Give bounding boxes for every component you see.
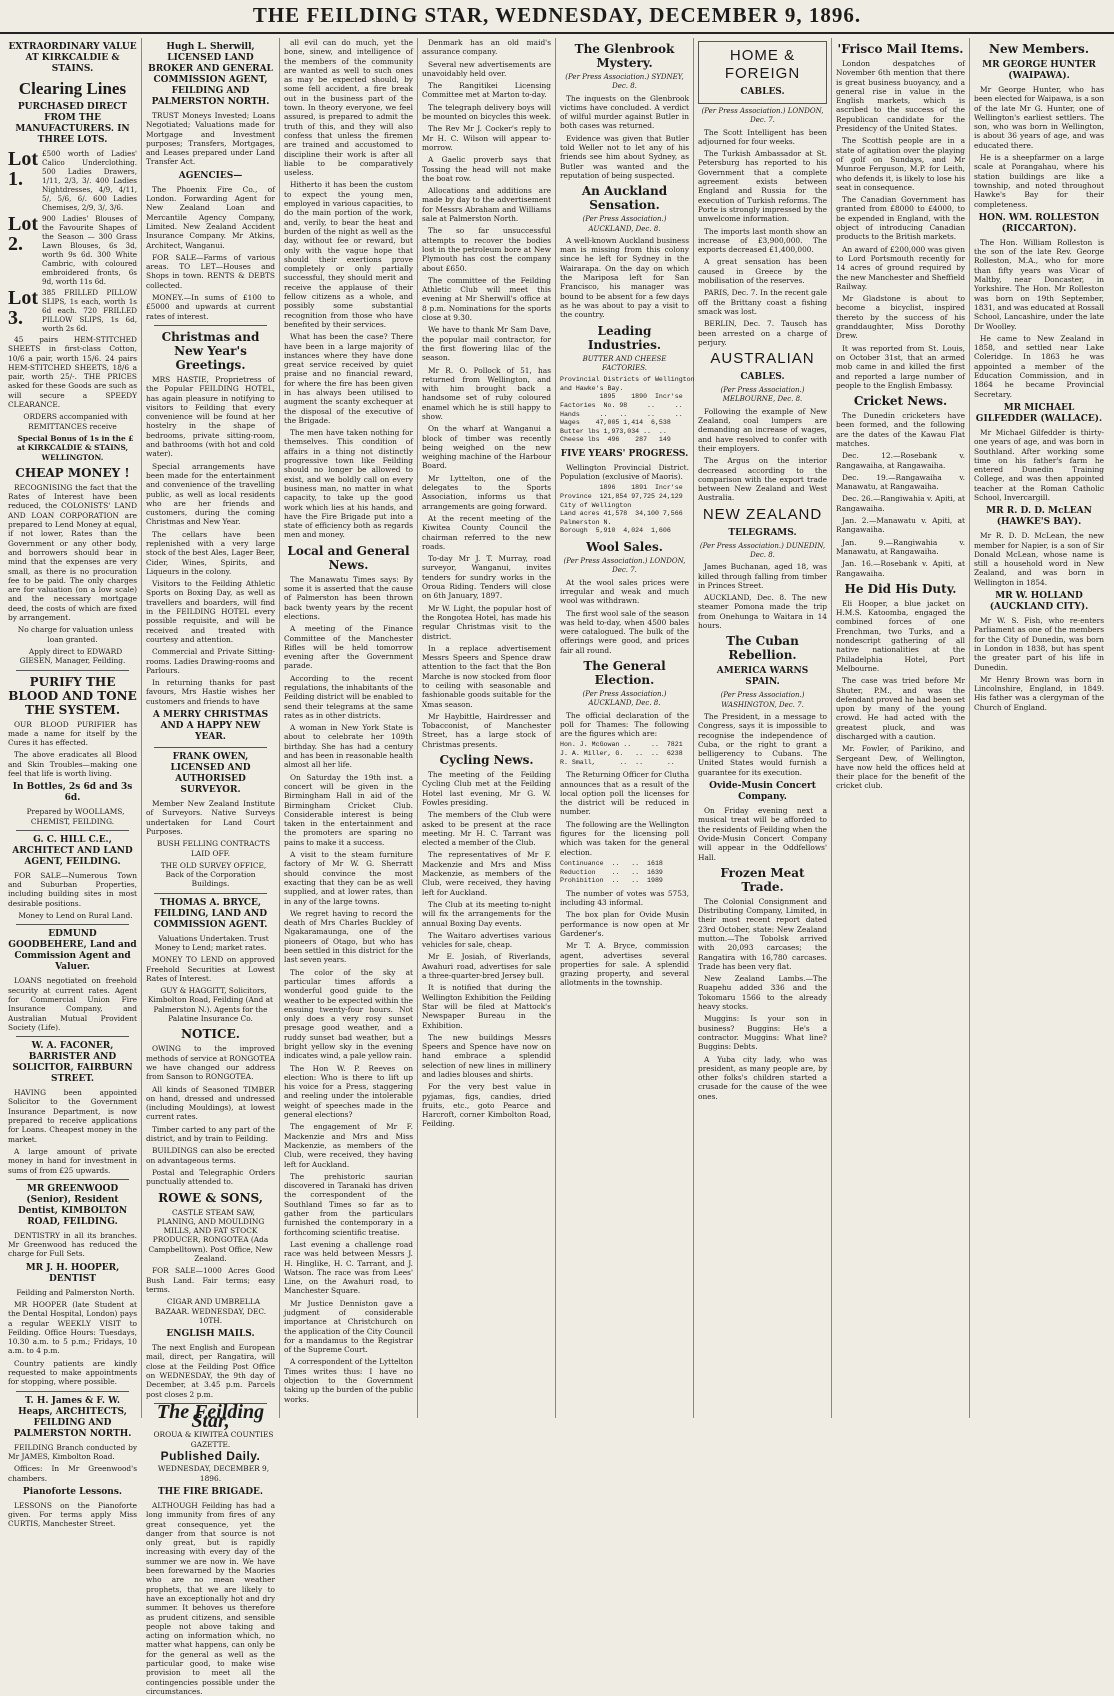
- frisco-mail-heading: 'Frisco Mail Items.: [837, 42, 964, 56]
- article-paragraph: LOANS negotiated on freehold security at current rates. Agent for Commercial Union Fire Insurance Company, and Australian Mutual Provident Society (Life).: [8, 976, 137, 1032]
- fixture-line: Jan. 9.—Rangiwahia v. Manawatu, at Rangawaiha.: [836, 537, 965, 556]
- article-paragraph: A well-known Auckland business man is missing from this colony since he left for Sydney in the Wairarapa. On the day on which the Mariposa left for San Francisco, his manager was bound to be absent for a few days as he was about to pay a visit to the country.: [560, 235, 689, 320]
- article-paragraph: THE OLD SURVEY OFFICE, Back of the Corporation Buildings.: [160, 860, 267, 889]
- article-paragraph: To-day Mr J. T. Murray, road surveyor, Wanganui, invites tenders for sundry works in the Oroua Riding. Tenders will close on 6th January, 1897.: [422, 554, 551, 601]
- fire-brigade-heading: THE FIRE BRIGADE.: [157, 1486, 264, 1497]
- article-paragraph: Following the example of New Zealand, coal lumpers are demanding an increase of wages, and have resolved to confer with their employers.: [698, 406, 827, 453]
- fixture-line: Jan. 2.—Manawatu v. Apiti, at Rangawaiha.: [836, 516, 965, 535]
- article-paragraph: On the wharf at Wanganui a block of timber was recently being weighed on the new weighing machine of the Harbour Board.: [422, 424, 551, 471]
- lot-text: £500 worth of Ladies' Calico Underclothing. 500 Ladies Drawers, 1/11, 2/3, 3/. 400 Ladies Nightdresses, 4/9, 4/11, 5/, 5/6, 6/. 600 Ladies Chemises, 2/9, 3/, 3/6.: [42, 149, 137, 212]
- article-paragraph: The Dunedin cricketers have been formed, and the following are the dates of the Kawau Flat matches.: [836, 411, 965, 448]
- article-paragraph: The Manawatu Times says: By some it is asserted that the cause of Palmerston has been thrown back twenty years by the recent elections.: [284, 574, 413, 621]
- local-news-heading: Local and General News.: [287, 543, 410, 572]
- article-paragraph: Denmark has an old maid's assurance company.: [422, 38, 551, 57]
- article-paragraph: Timber carted to any part of the district, and by train to Feilding.: [146, 1124, 275, 1144]
- cuban-rebellion-heading: The Cuban Rebellion.: [726, 634, 799, 663]
- article-paragraph: The official declaration of the poll for Thames: The following are the figures which are:: [560, 710, 689, 739]
- article-paragraph: It was reported from St. Louis, on October 31st, that an armed mob came in and killed the first and reported a large number of people to the English Embassy.: [836, 343, 965, 390]
- article-paragraph: A woman in New York State is about to celebrate her 109th birthday. She has had a century and has been in reasonable health almost all her life.: [284, 723, 413, 770]
- article-paragraph: All kinds of Seasoned TIMBER on hand, dressed and undressed (including Mouldings), at lowest current rates.: [146, 1084, 275, 1122]
- article-paragraph: A large amount of private money in hand for investment in sums of from £25 upwards.: [8, 1146, 137, 1175]
- advert-heading: T. H. James & F. W. Heaps, ARCHITECTS, FEILDING AND PALMERSTON NORTH.: [13, 1395, 132, 1439]
- five-years-progress-heading: FIVE YEARS' PROGRESS.: [560, 448, 689, 459]
- column-6: [694, 38, 832, 1418]
- home-foreign-box: [698, 41, 827, 104]
- article-paragraph: He is a sheepfarmer on a large scale at Porangahau, where his station buildings are like a township, and noted throughout Hawke's Bay for their completeness.: [974, 153, 1104, 209]
- article-paragraph: The color of the sky at particular times affords a wonderful good guide to the weather to be expected within the ensuing twenty-four hours. Not only does a very rosy sunset presage good weather, and a ruddy sunset bad weather, but a bright yellow sky in the evening indicates wind, a pale yellow rain.: [284, 967, 413, 1061]
- article-paragraph: Mr Justice Denniston gave a judgment of considerable importance at Christchurch on the application of the City Council for a mandamus to the Registrar of the Supreme Court.: [284, 1298, 413, 1355]
- lot-number: Lot 3.: [8, 287, 38, 329]
- advert-subheading: PURCHASED DIRECT FROM THE MANUFACTURERS. IN THREE LOTS.: [15, 102, 130, 145]
- article-paragraph: New Zealand Lambs.—The Ruapehu added 336 and the Tokomaru 1566 to the already heavy stocks.: [698, 974, 827, 1012]
- notice-heading: NOTICE.: [181, 1027, 240, 1042]
- column-4: [418, 38, 556, 1418]
- article-paragraph: Mr Gladstone is about to become a bicyclist, inspired thereto by the success of his granddaughter, Miss Dorothy Drew.: [836, 294, 965, 341]
- america-warns-spain-heading: AMERICA WARNS SPAIN.: [716, 666, 809, 688]
- dateline: (Per Press Association.) SYDNEY, Dec. 8.: [565, 73, 684, 91]
- article-paragraph: It is notified that during the Wellington Exhibition the Feilding Star will be filed at Mattock's Newspaper Bureau in the Exhibition.: [422, 983, 551, 1030]
- statistics-table: Provincial Districts of Wellington and Hawke's Bay. 1895 1890 Incr'se Factories No. 98 .. .. Hands .. .. .. .. Wages 47,005 1,414 6,538 Butter lbs 1,973,034 .. .. Cheese lbs 496 287 149: [560, 376, 695, 444]
- article-paragraph: Apply direct to EDWARD GIESEN, Manager, Feilding.: [19, 646, 126, 666]
- divider: [16, 1391, 129, 1392]
- article-paragraph: The men have taken nothing for themselves. This condition of affairs in a thing not distinctly progressive town like Feilding should no longer be allowed to exist, and we boldly call on every business man, no matter in what capacity, to take up the good work which lies at his hands, and have the Fire Brigade put into a state of efficiency both as regards men and money.: [284, 428, 413, 540]
- article-paragraph: MRS HASTIE, Proprietress of the Popular FEILDING HOTEL, has again pleasure in notifying to visitors to Feilding that every convenience will be found at her hostelry in the shape of bedrooms, private sitting-room, and bathrooms (with hot and cold water).: [146, 374, 275, 459]
- article-paragraph: The number of votes was 5753, including 43 informal.: [560, 888, 689, 908]
- article-paragraph: Allocations and additions are made by day to the advertisement for Messrs Abraham and Williams sale at Palmerston North.: [422, 186, 551, 224]
- advert-heading: AGENCIES—: [178, 170, 243, 181]
- article-paragraph: We have to thank Mr Sam Dave, the popular mail contractor, for the first flowering lilac of the season.: [422, 325, 551, 363]
- article-paragraph: FOR SALE—Farms of various areas. TO LET—Houses and Shops in town. RENTS & DEBTS collected.: [146, 252, 275, 290]
- article-paragraph: Special Bonus of 1s in the £ at KIRKCALDIE & STAINS, WELLINGTON.: [16, 433, 134, 462]
- article-paragraph: Hitherto it has been the custom to expect the young men, employed in various capacities, to do the main portion of the work, and, verily, to bear the heat and burden of the night as well as the day, without fee or reward, but only with the vague hope that should their exertions prove completely or only partially successful, they should merit and receive the applause of their fellow citizens as a whole, and possibly some substantial recognition from those who have benefited by their services.: [284, 180, 413, 329]
- lot-number: Lot 2.: [8, 213, 38, 255]
- article-paragraph: all evil can do much, yet the bone, sinew, and intelligence of the members of the community are wanted as well to such ones as may be expected should, by some fell accident, a fire break out in the business part of the town. In theory everyone, we feel assured, is prepared to admit the truth of this, and they will also confess that unless the firemen are trained and accustomed to discipline their work is after all liable to be comparatively useless.: [284, 38, 413, 178]
- article-paragraph: GUY & HAGGITT, Solicitors, Kimbolton Road, Feilding (And at Palmerston N.). Agents for the Palatine Insurance Co.: [147, 986, 273, 1024]
- article-paragraph: Mr Henry Brown was born in Lincolnshire, England, in 1849. His father was a clergyman of the Church of England.: [974, 674, 1104, 712]
- article-paragraph: The prehistoric saurian discovered in Taranaki has driven the correspondent of the Southland Times so far as to gather from the particulars furnished the contemporary in a forthcoming scientific treatise.: [284, 1171, 413, 1237]
- australian-cables-heading: AUSTRALIAN: [710, 350, 815, 368]
- page-columns: [4, 38, 1110, 1696]
- article-paragraph: Several new advertisements are unavoidably held over.: [422, 59, 551, 78]
- advert-kirkcaldie-heading: EXTRAORDINARY VALUE AT KIRKCALDIE & STAINS.: [8, 42, 137, 74]
- article-paragraph: Country patients are kindly requested to make appointments for stopping, where possible.: [8, 1358, 137, 1387]
- article-paragraph: In a replace advertisement Messrs Speers and Spence draw attention to the fact that the Bon Marche is now stocked from floor to ceiling with seasonable and fashionable goods suitable for the Xmas season.: [422, 643, 551, 709]
- article-paragraph: Mr Lyttelton, one of the delegates to the Sports Association, informs us that arrangements are going forward.: [422, 473, 551, 511]
- advert-heading: Hugh L. Sherwill, LICENSED LAND BROKER AND GENERAL COMMISSION AGENT, FEILDING AND PALMERSTON NORTH.: [148, 42, 273, 107]
- cheap-money-heading: CHEAP MONEY !: [15, 465, 130, 480]
- article-paragraph: London despatches of November 6th mention that there is great business buoyancy, and a general rise in value in the English markets, which is ascribed to the success of the Republican candidate for the Presidency of the United States.: [836, 59, 965, 134]
- article-paragraph: Mr T. A. Bryce, commission agent, advertises several properties for sale. A splendid grazing property, and several allotments in the township.: [560, 941, 689, 988]
- article-paragraph: A Yuba city lady, who was president, as many people are, by other folks's children started a crusade for the cause of the wee ones.: [698, 1054, 827, 1101]
- cycling-news-heading: Cycling News.: [439, 753, 534, 768]
- article-paragraph: Muggins: Is your son in business? Buggins: He's a contractor. Muggins: What line? Buggins: Debts.: [698, 1014, 827, 1052]
- article-paragraph: OUR BLOOD PURIFIER has made a name for itself by the Cures it has effected.: [8, 719, 137, 748]
- divider: [16, 1179, 129, 1180]
- article-paragraph: The Scottish people are in a state of agitation over the playing of golf on Sundays, and Mr Munroe Ferguson, M.P. for Leith, who defends it, is likely to lose his seat in consequence.: [836, 136, 965, 192]
- article-paragraph: On Friday evening next a musical treat will be afforded to the residents of Feilding when the Ovide-Musin Concert Company will appear in the Oddfellows' Hall.: [698, 806, 827, 862]
- article-paragraph: Mr R. D. D. McLean, the new member for Napier, is a son of Sir Donald McLean, whose name is still a household word in New Zealand, and was born in Wellington in 1854.: [974, 531, 1104, 587]
- advert-heading: MR J. H. HOOPER, DENTIST: [25, 1262, 120, 1284]
- advert-heading: G. C. HILL C.E., ARCHITECT AND LAND AGENT, FEILDING.: [12, 834, 133, 867]
- article-paragraph: Evidence was given that Butler told Weller not to let any of his friends see him about Sydney, as Butler was wanted and the reputation of being suspected.: [560, 133, 689, 180]
- article-paragraph: According to the recent regulations, the inhabitants of the Feilding district will be enabled to send their telegrams at the same rates as in other districts.: [284, 673, 413, 720]
- article-paragraph: The next English and European mail, direct, per Rangatira, will close at the Feilding Post Office on WEDNESDAY, the 9th day of December, at 3.45 p.m. Parcels post closes 2 p.m.: [146, 1343, 275, 1399]
- dateline: (Per Press Association.) LONDON, Dec. 7.: [563, 557, 686, 575]
- column-7: [832, 38, 970, 1418]
- article-paragraph: Mr W. Light, the popular host of the Rongotea Hotel, has made his regular Christmas visit to the district.: [422, 603, 551, 641]
- article-paragraph: TRUST Moneys Invested; Loans Negotiated; Valuations made for Mortgage and Investment purposes; Transfers, Mortgages, and Leases prepared under Land Transfer Act.: [146, 111, 275, 167]
- english-mails-heading: ENGLISH MAILS.: [166, 1329, 255, 1340]
- article-paragraph: At the recent meeting of the Kiwitea County Council the chairman referred to the new roads.: [422, 513, 551, 551]
- article-paragraph: The Scott Intelligent has been adjourned for four weeks.: [698, 127, 827, 146]
- article-paragraph: The Rev Mr J. Cocker's reply to Mr H. C. Wilson will appear to-morrow.: [422, 124, 551, 152]
- article-paragraph: Mr W. S. Fish, who re-enters Parliament as one of the members for the City of Dunedin, was born in London in 1838, but has spent the greater part of his life in Dunedin.: [974, 616, 1104, 672]
- article-paragraph: For the very best value in pyjamas, figs, candies, dried fruits, etc., goto Pearce and Harcroft, corner Kimbolton Road, Feilding.: [422, 1082, 551, 1129]
- home-foreign-heading: HOME & FOREIGN: [724, 47, 801, 82]
- column-3: [280, 38, 418, 1418]
- article-paragraph: The Canadian Government has granted from £8000 to £4000, to be expended in England, with the object of introducing Canadian products to the British markets.: [836, 195, 965, 242]
- dateline: (Per Press Association.) AUCKLAND, Dec. 8.: [582, 690, 667, 708]
- member-subheading: HON. WM. ROLLESTON (RICCARTON).: [978, 212, 1100, 234]
- advert-heading: A MERRY CHRISTMAS AND A HAPPY NEW YEAR.: [152, 710, 269, 743]
- article-paragraph: Mr R. O. Pollock of 51, has returned from Wellington, and with him brought back a handsome set of ruby coloured enamel which he is still happy to show.: [422, 365, 551, 421]
- article-paragraph: ORDERS accompanied with REMITTANCES receive: [23, 412, 128, 431]
- dateline: (Per Press Association.) MELBOURNE, Dec. 8.: [720, 386, 805, 404]
- divider: [16, 924, 129, 925]
- advert-heading: THOMAS A. BRYCE, FEILDING, LAND AND COMMISSION AGENT.: [153, 897, 268, 930]
- advert-heading: Pianoforte Lessons.: [22, 1486, 123, 1497]
- auckland-sensation-heading: An Auckland Sensation.: [581, 184, 668, 213]
- article-paragraph: The case was tried before Mr Shuter, P.M., and was the defendant proved he had been set upon by many of the young crowd. He had acted with the greatest pluck, and was discharged with a caution.: [836, 676, 965, 741]
- lot-item: [8, 214, 137, 286]
- article-paragraph: The Returning Officer for Clutha announces that as a result of the local option poll the licenses for the district will be reduced in number.: [560, 770, 689, 817]
- fixture-line: Dec. 26.—Rangiwahia v. Apiti, at Rangawaiha.: [836, 494, 965, 513]
- advert-heading: ROWE & SONS,: [158, 1190, 263, 1205]
- leading-industries-heading: Leading Industries.: [587, 323, 662, 352]
- article-paragraph: Mr E. Josiah, of Riverlands, Awahuri road, advertises for sale a three-quarter-bred Jersey bull.: [422, 952, 551, 981]
- article-paragraph: Member New Zealand Institute of Surveyors. Native Surveys undertaken for Land Court Purposes.: [146, 799, 275, 836]
- article-paragraph: The members of the Club were asked to be present at the race meeting. Mr H. C. Tarrant was elected a member of the Club.: [422, 810, 551, 848]
- fixture-line: Jan. 16.—Rosebank v. Apiti, at Rangawaiha.: [836, 559, 965, 578]
- new-zealand-telegrams-heading: NEW ZEALAND: [702, 505, 823, 523]
- wool-sales-heading: Wool Sales.: [586, 540, 663, 555]
- ovide-musin-heading: Ovide-Musin Concert Company.: [709, 781, 816, 803]
- lot-item: [8, 149, 137, 212]
- dateline: (Per Press Association.) WASHINGTON, Dec. 7.: [720, 691, 805, 709]
- member-subheading: MR GEORGE HUNTER (WAIPAWA).: [982, 60, 1096, 81]
- article-paragraph: The representatives of Mr F. Mackenzie and Mrs and Miss Mackenzie, as members of the Club, were received, they having left for Auckland.: [422, 850, 551, 897]
- article-paragraph: No charge for valuation unless loan granted.: [17, 625, 134, 644]
- article-paragraph: The so far unsuccessful attempts to recover the bodies lost in the petroleum bore at New Plymouth has cost the company about £650.: [422, 226, 551, 273]
- article-paragraph: MR HOOPER (late Student at the Dental Hospital, London) pays a regular WEEKLY VISIT to Feilding. Office Hours: Tuesdays, 10.30 a.m. to 5 p.m.; Fridays, 10 a.m. to 4 p.m.: [8, 1300, 137, 1356]
- lot-number: Lot 1.: [8, 148, 38, 190]
- clearing-lines-heading: Clearing Lines: [18, 79, 127, 98]
- article-paragraph: BERLIN, Dec. 7. Tausch has been arrested on a charge of perjury.: [698, 319, 827, 347]
- column-8: [970, 38, 1108, 1418]
- article-paragraph: The box plan for Ovide Musin performance is now open at Mr Gardener's.: [560, 910, 689, 938]
- dateline: (Per Press Association.) LONDON, Dec. 7.: [701, 107, 824, 125]
- cables-subheading: CABLES.: [740, 87, 785, 97]
- lot-text: 385 FRILLED PILLOW SLIPS, 1s each, worth 1s 6d each. 720 FRILLED PILLOW SLIPS, 1s 6d, worth 2s 6d.: [42, 288, 137, 333]
- column-5: [556, 38, 694, 1418]
- article-paragraph: The committee of the Feilding Athletic Club will meet this evening at Mr Sherwill's office at 8 p.m. Nominations for the sports close at 9.30.: [422, 275, 551, 323]
- article-paragraph: The first wool sale of the season was held to-day, when 4500 bales were catalogued. The bulk of the offerings were good, and prices fair all round.: [560, 608, 689, 655]
- feilding-star-title: The Feilding Star,: [156, 1400, 265, 1433]
- statistics-table: 1896 1891 Incr'se Province 121,854 97,725 24,129 City of Wellington Land acres 41,578 34,100 7,566 Palmerston N. Borough 5,910 4,024 1,606: [560, 484, 683, 535]
- article-paragraph: The engagement of Mr F. Mackenzie and Mrs and Miss Mackenzie, as members of the Club, were received, they having left for Auckland.: [284, 1122, 413, 1169]
- article-paragraph: OROUA & KIWITEA COUNTIES GAZETTE.: [153, 1430, 274, 1449]
- article-paragraph: Valuations Undertaken. Trust Money to Lend; market rates.: [154, 933, 269, 952]
- telegrams-subheading: TELEGRAMS.: [728, 527, 797, 538]
- article-paragraph: Special arrangements have been made for the entertainment and convenience of the travelling public, as well as local residents who are her friends and customers, during the coming Christmas and New Year.: [146, 461, 275, 527]
- article-paragraph: The President, in a message to Congress, says it is impossible to recognise the independence of Cuba, or the right to grant a belligerency to Cubans. The United States would furnish a guarantee for its execution.: [698, 711, 827, 777]
- article-paragraph: Last evening a challenge road race was held between Messrs J. H. Hinglike, H. C. Tarrant, and J. Watson. The race was from Lees' Line, on the Awahuri road, to Manchester Square.: [284, 1239, 413, 1296]
- frozen-meat-heading: Frozen Meat Trade.: [720, 865, 805, 894]
- fixture-line: Dec. 12.—Rosebank v. Rangawaiha, at Rangawaiha.: [836, 451, 965, 470]
- article-paragraph: The meeting of the Feilding Cycling Club met at the Feilding Hotel last evening, Mr G. W. Fowles presiding.: [422, 770, 551, 807]
- he-did-his-duty-heading: He Did His Duty.: [844, 581, 957, 596]
- article-paragraph: FOR SALE—Numerous Town and Suburban Properties, including building sites in most desirable positions.: [8, 870, 137, 908]
- article-paragraph: HAVING been appointed Solicitor to the Government Insurance Department, is now prepared to receive applications for Loans. Cheapest money in the market.: [8, 1088, 137, 1144]
- subheading: BUTTER AND CHEESE FACTORIES.: [582, 354, 667, 372]
- article-paragraph: Prepared by WOOLLAMS, CHEMIST, FEILDING.: [26, 807, 125, 826]
- divider: [16, 670, 129, 671]
- article-paragraph: LESSONS on the Pianoforte given. For terms apply Miss CURTIS, Manchester Street.: [8, 1500, 137, 1529]
- lot-text: 900 Ladies' Blouses of the Favourite Shapes of the Season — 300 Grass Lawn Blouses, 6s 3d, worth 9s 6d. 300 White Cambric, with coloured embroidered fronts, 6s 9d, worth 11s 6d.: [42, 214, 137, 286]
- glenbrook-mystery-heading: The Glenbrook Mystery.: [574, 42, 675, 70]
- article-paragraph: RECOGNISING the fact that the Rates of Interest have been reduced, the COLONISTS' LAND AND LOAN CORPORATION are prepared to Lend Money at equal, if not lower, Rates than the Government or any other body, and borrowers should bear in mind that the expenses are very small, as there is no procuration fee to be paid. The only charges are for valuation (on a low scale) and the necessary mortgage deed, the costs of which are fixed by arrangement.: [8, 482, 137, 623]
- article-paragraph: What has been the case? There have been in a large majority of instances where they have done great service received by quiet praise and no financial reward, for where the fire has been given in has always been utilised to augment the scanty exchequer at the disposal of the executive of the Brigade.: [284, 332, 413, 425]
- member-subheading: MR R. D. D. McLEAN (HAWKE'S BAY).: [986, 506, 1092, 528]
- article-paragraph: At the wool sales prices were irregular and weak and much wool was withdrawn.: [560, 577, 689, 606]
- article-paragraph: The Club at its meeting to-night will fix the arrangements for the annual Boxing Day events.: [422, 899, 551, 928]
- article-paragraph: MONEY TO LEND on approved Freehold Securities at Lowest Rates of Interest.: [146, 955, 275, 983]
- divider: [16, 830, 129, 831]
- article-paragraph: A meeting of the Finance Committee of the Manchester Rifles will be held tomorrow evening after the Government parade.: [284, 624, 413, 671]
- election-results-table: Hon. J. McGowan .. .. 7821 J. A. Miller, G. .. .. 6238 R. Small, .. .. ..: [560, 741, 683, 766]
- advert-heading: W. A. FACONER, BARRISTER AND SOLICITOR, FAIRBURN STREET.: [12, 1041, 133, 1085]
- column-1: [4, 38, 142, 1529]
- divider: [154, 325, 267, 326]
- general-election-heading: The General Election.: [583, 659, 666, 687]
- article-paragraph: James Buchanan, aged 18, was killed through falling from timber in Princes Street.: [698, 562, 827, 590]
- article-paragraph: The Hon. William Rolleston is the son of the late Rev. George Rolleston, M.A., who for more than fifty years was Vicar of Maltby, near Doncaster, in Yorkshire. The Hon. Mr Rolleston was born on 19th September, 1831, and was educated at Rossall School, Lancashire, under the late Dr Woolley.: [974, 237, 1104, 331]
- article-paragraph: A Gaelic proverb says that Tossing the head will not make the boat row.: [422, 155, 551, 183]
- advert-heading: EDMUND GOODBEHERE, Land and Commission Agent and Valuer.: [8, 929, 137, 973]
- column-2: [142, 38, 280, 1696]
- new-members-heading: New Members.: [988, 42, 1089, 56]
- article-paragraph: CIGAR AND UMBRELLA BAZAAR. WEDNESDAY, DEC. 10TH.: [154, 1297, 267, 1325]
- article-paragraph: A correspondent of the Lyttelton Times writes thus: I have no objection to the Government taking up the burden of the public works.: [284, 1357, 413, 1404]
- licensing-poll-table: Continuance .. .. 1618 Reduction .. .. 1639 Prohibition .. .. 1989: [560, 859, 663, 885]
- cables-subheading: CABLES.: [740, 372, 785, 383]
- article-paragraph: Mr George Hunter, who has been elected for Waipawa, is a son of the late Mr G. Hunter, one of Wellington's earliest settlers. The son, who was born in Wellington, is about 36 years of age, and was educated there.: [974, 85, 1104, 150]
- article-paragraph: In returning thanks for past favours, Mrs Hastie wishes her customers and friends to have: [146, 678, 275, 706]
- article-paragraph: Mr. Fowler, of Parikino, and Sergeant Dew, of Wellington, have now held the offices held at their place for the benefit of the cricket club.: [836, 744, 965, 791]
- article-paragraph: We regret having to record the death of Mrs Charles Buckley of Ngakaramaunga, one of the pioneers of Otago, but who has been settled in this district for the last seven years.: [284, 908, 413, 965]
- advert-heading: In Bottles, 2s 6d and 3s 6d.: [12, 782, 133, 804]
- lot-item: [8, 288, 137, 333]
- article-paragraph: He came to New Zealand in 1858, and settled near Lake Coleridge. In 1863 he was appointed a member of the Education Commission, and in 1864 he became Provincial Secretary.: [974, 333, 1104, 399]
- article-paragraph: The Rangitikei Licensing Committee met at Marton to-day.: [422, 81, 551, 100]
- article-paragraph: The cellars have been replenished with a very large stock of the best Ales, Lager Beer, Cider, Wines, Spirits, and Liqueurs in the colony.: [146, 529, 275, 576]
- article-paragraph: The Argus on the interior decreased according to the comparison with the export trade between New Zealand and West Australia.: [698, 456, 827, 503]
- article-paragraph: The Phoenix Fire Co., of London. Forwarding Agent for New Zealand Loan and Mercantile Agency Company, Limited. New Zealand Accident Insurance Company. Mr Atkins, Architect, Wanganui.: [146, 184, 275, 250]
- article-paragraph: Eli Hooper, a blue jacket on H.M.S. Katoomba, engaged the combined forces of one Frenchman, two Turks, and a nondescript gathering of all native nationalities at the Philadelphia Hotel, Port Melbourne.: [836, 598, 965, 673]
- member-subheading: MR MICHAEL GILFEDDER (WALLACE).: [975, 402, 1103, 424]
- article-paragraph: A great sensation has been caused in Greece by the mobilisation of the reserves.: [698, 257, 827, 286]
- article-paragraph: Feilding and Palmerston North.: [16, 1287, 135, 1297]
- article-paragraph: Offices: In Mr Greenwood's chambers.: [8, 1464, 137, 1483]
- divider: [154, 893, 267, 894]
- divider: [154, 747, 267, 748]
- issue-date: WEDNESDAY, DECEMBER 9, 1896.: [157, 1464, 270, 1483]
- article-paragraph: Money to Lend on Rural Land.: [18, 911, 133, 921]
- article-paragraph: An award of £200,000 was given to Lord Portsmouth recently for 14 acres of ground required by the new Manchester and Sheffield Railway.: [836, 244, 965, 291]
- fixture-line: Dec. 19.—Rangawaiha v. Manawatu, at Rangawaiha.: [836, 472, 965, 492]
- article-paragraph: Commercial and Private Sitting-rooms. Ladies Drawing-rooms and Parlours.: [146, 647, 275, 675]
- article-paragraph: OWING to the improved methods of service at RONGOTEA we have changed our address from Sanson to RONGOTEA.: [146, 1044, 275, 1082]
- article-paragraph: 45 pairs HEM-STITCHED SHEETS in first-class Cotton, 10/6 a pair, worth 15/6. 24 pairs HEM-STITCHED SHEETS, 18/6 a pair, worth 25/-. THE PRICES asked for these Goods are such as will secure a SPEEDY CLEARANCE.: [8, 335, 137, 410]
- article-paragraph: Postal and Telegraphic Orders punctually attended to.: [146, 1167, 275, 1187]
- article-paragraph: On Saturday the 19th inst. a concert will be given in the Birmingham Hall in aid of the Birmingham Cricket Club. Considerable interest is being taken in the entertainment and the promoters are sparing no pains to make it a success.: [284, 772, 413, 847]
- article-paragraph: The above eradicates all Blood and Skin Troubles—making one feel that life is worth living.: [8, 750, 137, 778]
- article-paragraph: Wellington Provincial District. Population (exclusive of Maoris).: [560, 462, 689, 482]
- published-daily-banner: Published Daily.: [160, 1449, 261, 1464]
- article-paragraph: CASTLE STEAM SAW, PLANING, AND MOULDING MILLS, AND FAT STOCK PRODUCER, RONGOTEA (Ada Campbelltown). Post Office, New Zealand.: [148, 1207, 273, 1264]
- article-paragraph: FEILDING Branch conducted by Mr JAMES, Kimbolton Road.: [8, 1442, 137, 1461]
- advert-heading: FRANK OWEN, LICENSED AND AUTHORISED SURVEYOR.: [170, 752, 251, 796]
- cricket-news-heading: Cricket News.: [853, 394, 948, 409]
- masthead: [0, 0, 1114, 34]
- article-paragraph: A visit to the steam furniture factory of Mr W. G. Sherratt should convince the most exacting that they can be as well supplied, and at lower rates, than in any of the large towns.: [284, 850, 413, 906]
- article-paragraph: The Turkish Ambassador at St. Petersburg has reported to his Government that a complete agreement exists between England and Russia for the execution of Turkish reforms. The Porte is strongly impressed by the unwelcome information.: [698, 149, 827, 224]
- article-paragraph: The telegraph delivery boys will be mounted on bicycles this week.: [422, 102, 551, 122]
- christmas-greetings-heading: Christmas and New Year's Greetings.: [161, 329, 260, 372]
- dateline: (Per Press Association.) DUNEDIN, Dec. 8.: [699, 541, 826, 559]
- advert-heading: MR GREENWOOD (Senior), Resident Dentist, KIMBOLTON ROAD, FEILDING.: [17, 1183, 128, 1227]
- newspaper-title: THE FEILDING STAR, WEDNESDAY, DECEMBER 9, 1896.: [252, 3, 862, 27]
- article-paragraph: ALTHOUGH Feilding has had a long immunity from fires of any great consequence, yet the danger from that source is not only great, but is rapidly increasing with every day of the summer we are now in. We have been forewarned by the Maories who are no mean weather prophets, that we are likely to have an exceptionally hot and dry summer. It behoves us therefore as prudent citizens, and sensible people not above taking and acting on information which, no matter what happens, can only be for the general as well as the particular good, to make wise provision to meet all the contingencies possible under the circumstances.: [146, 1500, 275, 1696]
- article-paragraph: Mr Michael Gilfedder is thirty-one years of age, and was born in Southland. After working some time on his father's farm he entered Dunedin Training College, and was then appointed teacher at the Roman Catholic School, Invercargill.: [974, 427, 1104, 502]
- article-paragraph: AUCKLAND, Dec. 8. The new steamer Pomona made the trip from Onehunga to Waitara in 14 hours.: [698, 593, 827, 631]
- article-paragraph: The new buildings Messrs Speers and Spence have now on hand embrace a splendid selection of new lines in millinery and ladies blouses and shirts.: [422, 1032, 551, 1079]
- divider: [16, 1036, 129, 1037]
- article-paragraph: MONEY.—In sums of £100 to £5000 and upwards at current rates of interest.: [146, 293, 275, 321]
- article-paragraph: BUSH FELLING CONTRACTS LAID OFF.: [156, 839, 271, 858]
- member-subheading: MR W. HOLLAND (AUCKLAND CITY).: [989, 591, 1089, 613]
- article-paragraph: The Waitaro advertises various vehicles for sale, cheap.: [422, 930, 551, 950]
- article-paragraph: FOR SALE—1000 Acres Good Bush Land. Fair terms; easy terms.: [146, 1266, 275, 1294]
- article-paragraph: BUILDINGS can also be erected on advantageous terms.: [146, 1146, 275, 1165]
- article-paragraph: DENTISTRY in all its branches. Mr Greenwood has reduced the charge for Full Sets.: [8, 1230, 137, 1259]
- article-paragraph: The Hon W. P. Reeves on election: Who is there to lift up his voice for a Press, staggering and reeling under the intolerable weight of speeches made in the general elections?: [284, 1063, 413, 1120]
- dateline: (Per Press Association.) AUCKLAND, Dec. 8.: [582, 215, 667, 233]
- article-paragraph: The imports last month show an increase of £3,900,000. The exports decreased £1,400,000.: [698, 226, 827, 255]
- article-paragraph: PARIS, Dec. 7. In the recent gale off the Brittany coast a fishing smack was lost.: [698, 288, 828, 316]
- article-paragraph: Mr Haybittle, Hairdresser and Tobacconist, of Manchester Street, has a large stock of Christmas presents.: [422, 711, 551, 749]
- article-paragraph: The Colonial Consignment and Distributing Company, Limited, in their most recent report dated 23rd October, state: New Zealand mutton.—The Tobolsk arrived with 20,093 carcases; the Rangatira with 16,780 carcases. Trade has been very flat.: [698, 896, 827, 971]
- article-paragraph: Visitors to the Feilding Athletic Sports on Boxing Day, as well as travellers and boarders, will find in the FEILDING HOTEL every possible requisite, and will be received and treated with courtesy and attention.: [146, 579, 275, 644]
- article-paragraph: The inquests on the Glenbrook victims have concluded. A verdict of wilful murder against Butler in both cases was returned.: [560, 93, 689, 131]
- purify-blood-heading: PURIFY THE BLOOD AND TONE THE SYSTEM.: [8, 674, 137, 717]
- article-paragraph: The following are the Wellington figures for the licensing poll which was taken for the general election.: [560, 819, 689, 857]
